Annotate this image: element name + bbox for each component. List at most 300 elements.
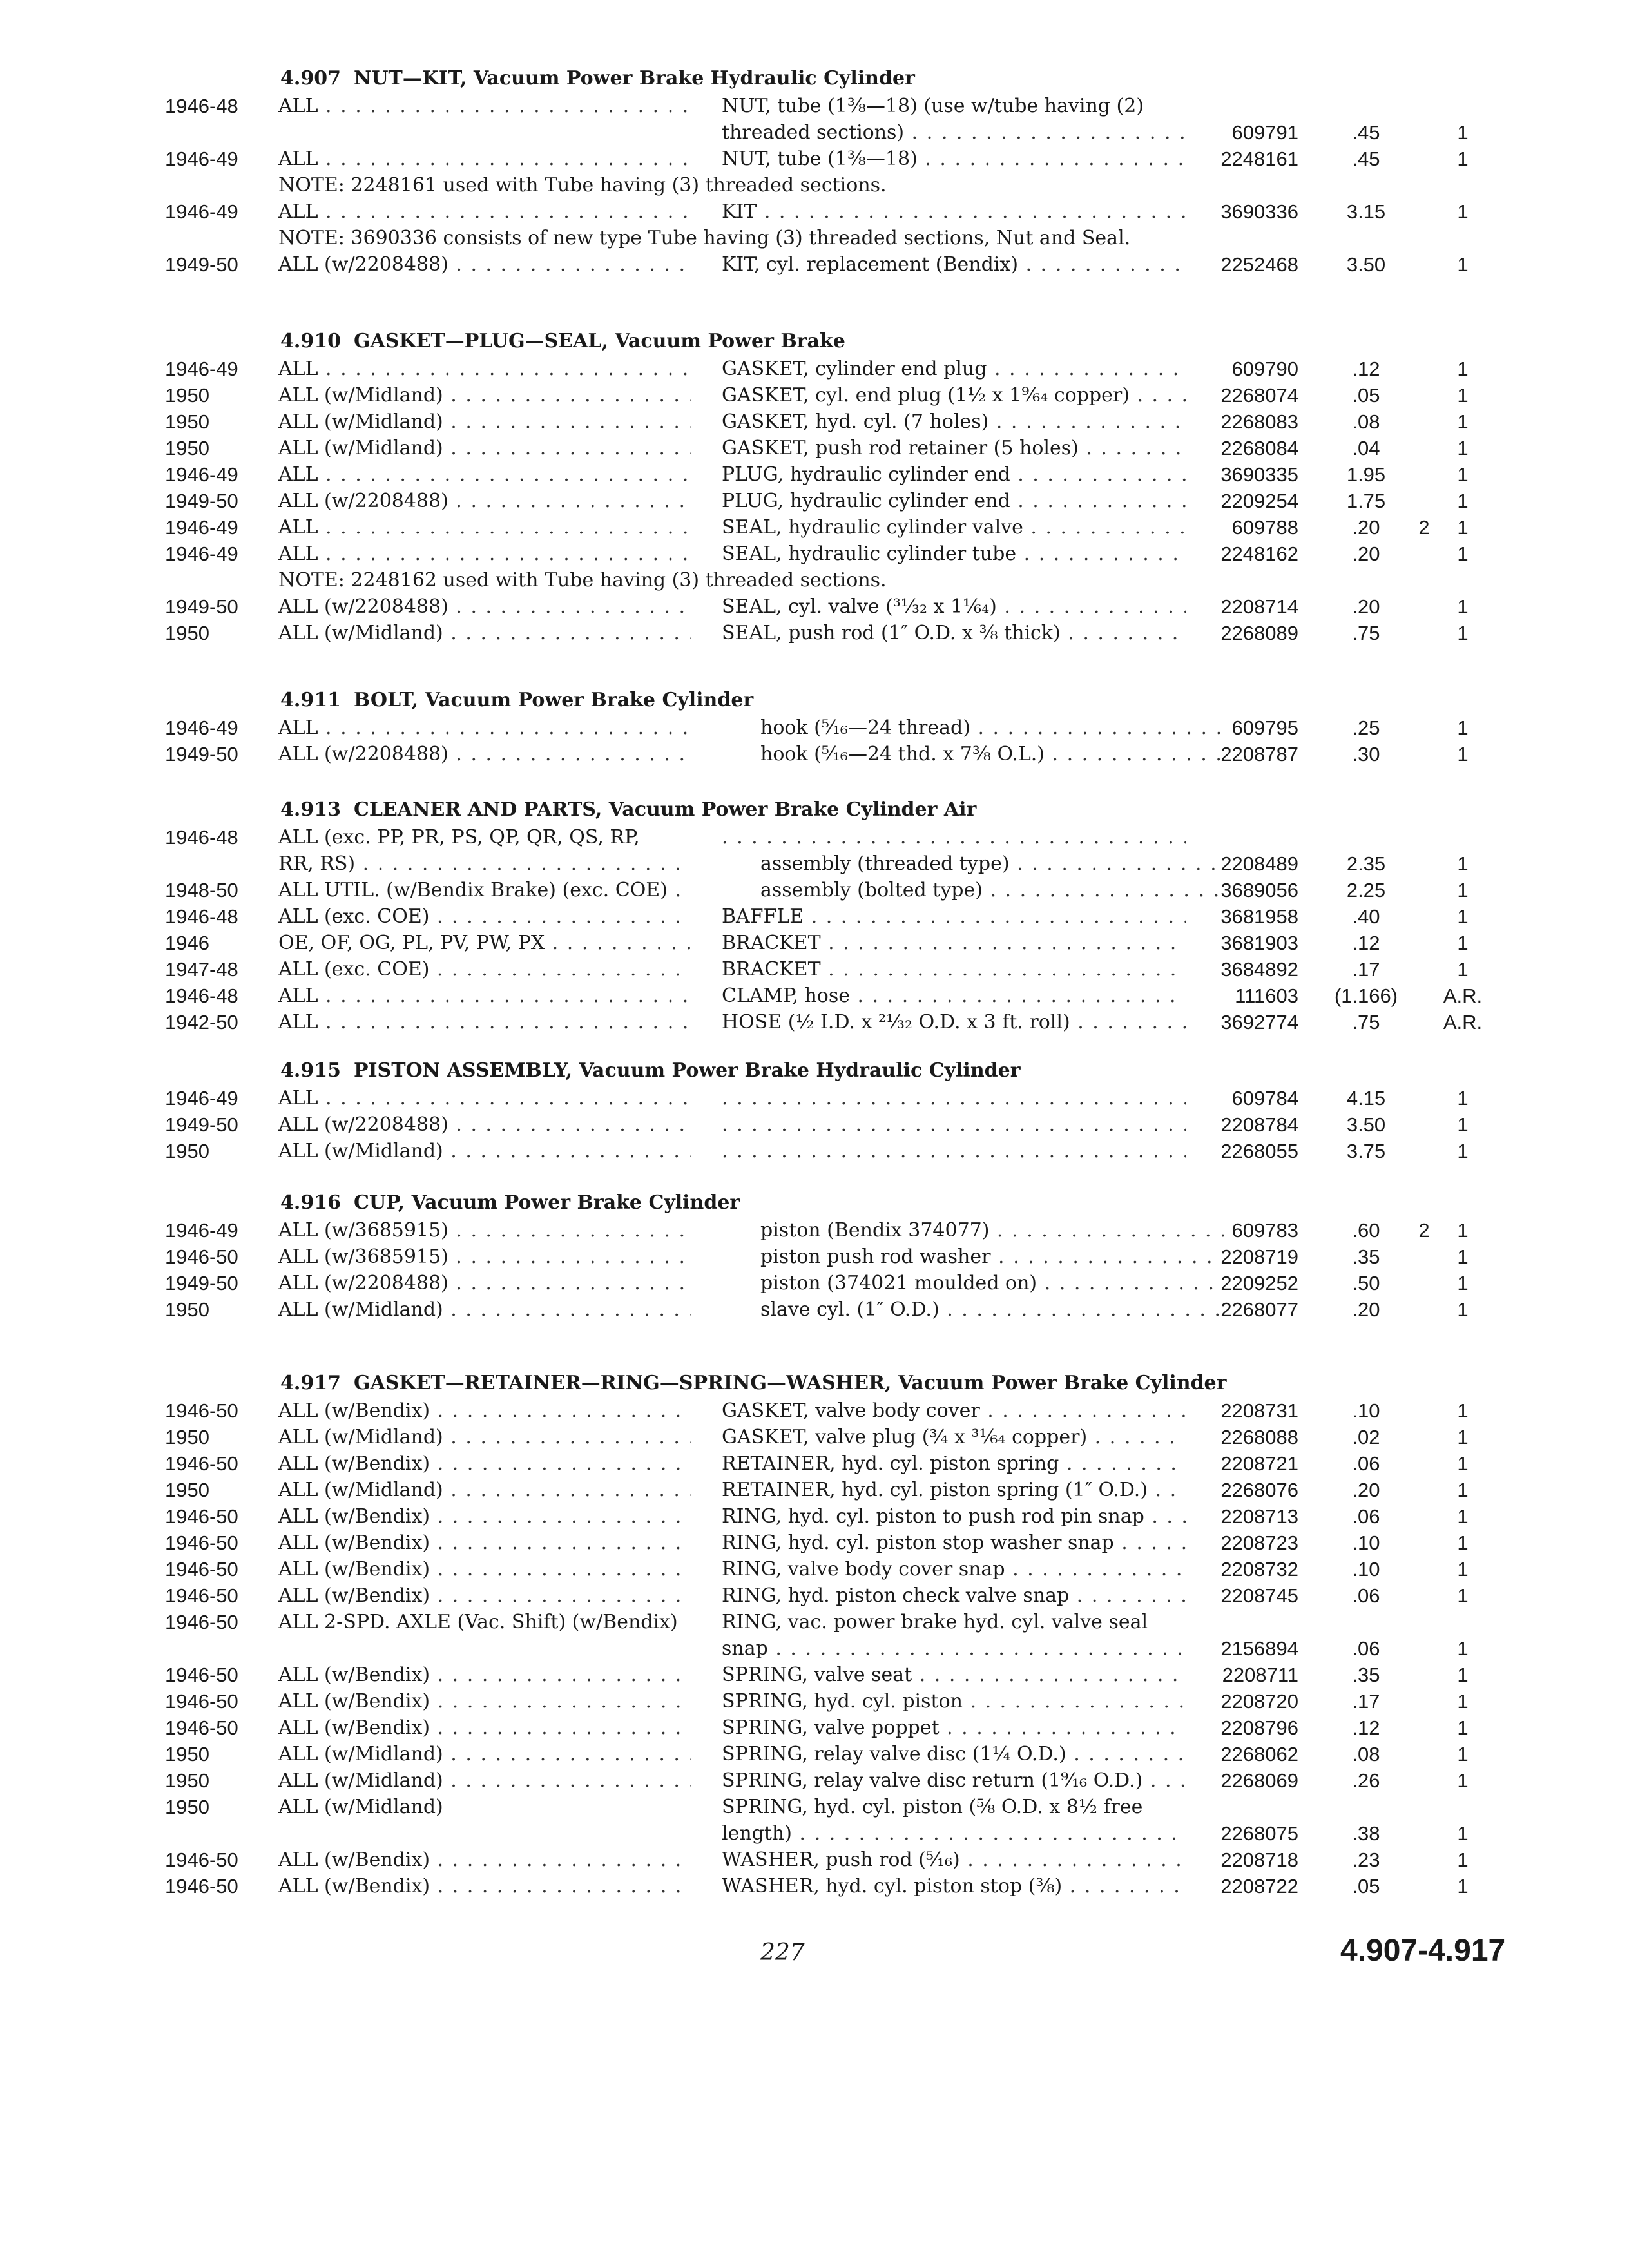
model-years: 1946-50 xyxy=(165,1690,238,1713)
part-number: 2208489 xyxy=(1220,852,1298,875)
part-description: RETAINER, hyd. cyl. piston spring . . . xyxy=(722,1450,1186,1477)
part-number: 2208711 xyxy=(1222,1664,1298,1686)
quantity: 1 xyxy=(1457,1452,1469,1475)
parts-row xyxy=(0,1556,1629,1582)
model-years: 1946-49 xyxy=(165,716,238,739)
part-description: SPRING, valve poppet . . . xyxy=(722,1715,1186,1741)
model-years: 1946 xyxy=(165,932,209,954)
price: .02 xyxy=(1352,1426,1380,1448)
price: .08 xyxy=(1352,410,1380,433)
price: .17 xyxy=(1352,1690,1380,1713)
models: ALL (w/Midland) xyxy=(278,1796,443,1818)
price: 4.15 xyxy=(1346,1087,1386,1110)
part-number: 2248161 xyxy=(1220,148,1298,170)
part-number: 2156894 xyxy=(1220,1637,1298,1660)
model-years: 1946-49 xyxy=(165,148,238,170)
models: ALL . . . xyxy=(278,1085,691,1111)
parts-row xyxy=(0,119,1629,146)
models: ALL (w/Midland) . . . xyxy=(278,620,691,646)
models: OE, OF, OG, PL, PV, PW, PX . . . xyxy=(278,930,691,956)
code: 2 xyxy=(1418,516,1430,539)
parts-row xyxy=(0,435,1629,461)
part-number: 2208784 xyxy=(1220,1113,1298,1136)
part-description: slave cyl. (1″ O.D.) . . . xyxy=(760,1296,1224,1323)
model-years: 1947-48 xyxy=(165,958,238,981)
part-description: SPRING, relay valve disc return (1⁹⁄₁₆ O.D.) . . . xyxy=(722,1767,1186,1794)
part-number: 2208713 xyxy=(1220,1505,1298,1528)
quantity: 1 xyxy=(1457,852,1469,875)
part-number: 3690335 xyxy=(1220,463,1298,486)
part-number: 3684892 xyxy=(1220,958,1298,981)
parts-row xyxy=(0,198,1629,225)
models: ALL . . . xyxy=(278,93,691,119)
models: ALL . . . xyxy=(278,715,691,741)
model-years: 1950 xyxy=(165,384,209,407)
quantity: 1 xyxy=(1457,1875,1469,1898)
part-description: length) . . . xyxy=(722,1820,1186,1847)
models: ALL (w/3685915) . . . xyxy=(278,1244,691,1270)
part-number: 2209252 xyxy=(1220,1272,1298,1294)
part-number: 2268084 xyxy=(1220,437,1298,459)
models: ALL (w/Bendix) . . . xyxy=(278,1688,691,1715)
parts-row xyxy=(0,1244,1629,1270)
model-years: 1949-50 xyxy=(165,743,238,765)
price: .06 xyxy=(1352,1584,1380,1607)
part-description: NUT, tube (1³⁄₈—18) (use w/tube having (2) xyxy=(722,95,1144,117)
models: ALL (w/Bendix) . . . xyxy=(278,1556,691,1582)
model-years: 1946-50 xyxy=(165,1245,238,1268)
models: ALL (w/2208488) . . . xyxy=(278,251,691,278)
part-description: GASKET, cylinder end plug . . . xyxy=(722,356,1186,382)
quantity: 1 xyxy=(1457,1716,1469,1739)
parts-row xyxy=(0,1794,1629,1820)
parts-row xyxy=(0,1688,1629,1715)
part-number: 2208714 xyxy=(1220,595,1298,618)
quantity: 1 xyxy=(1457,932,1469,954)
part-number: 2248162 xyxy=(1220,543,1298,565)
models: ALL . . . xyxy=(278,541,691,567)
quantity: 1 xyxy=(1457,1272,1469,1294)
parts-row xyxy=(0,903,1629,930)
part-number: 2268088 xyxy=(1220,1426,1298,1448)
models: ALL (w/Bendix) . . . xyxy=(278,1450,691,1477)
quantity: 1 xyxy=(1457,1113,1469,1136)
part-description: GASKET, valve plug (¾ x ³¹⁄₆₄ copper) . . . xyxy=(722,1424,1186,1450)
parts-row xyxy=(0,983,1629,1009)
quantity: 1 xyxy=(1457,253,1469,276)
model-years: 1946-49 xyxy=(165,200,238,223)
models: ALL (w/Bendix) . . . xyxy=(278,1582,691,1609)
part-number: 2208732 xyxy=(1220,1558,1298,1581)
part-number: 2268062 xyxy=(1220,1743,1298,1765)
part-number: 2252468 xyxy=(1220,253,1298,276)
model-years: 1950 xyxy=(165,437,209,459)
model-years: 1946-49 xyxy=(165,543,238,565)
price: 2.25 xyxy=(1346,879,1386,901)
part-description: HOSE (½ I.D. x ²¹⁄₃₂ O.D. x 3 ft. roll) . . . xyxy=(722,1009,1186,1035)
price: .04 xyxy=(1352,437,1380,459)
part-description: SPRING, hyd. cyl. piston . . . xyxy=(722,1688,1186,1715)
model-years: 1949-50 xyxy=(165,1272,238,1294)
model-years: 1950 xyxy=(165,1298,209,1321)
section-title: CLEANER AND PARTS, Vacuum Power Brake Cylinder Air xyxy=(353,798,977,821)
models: ALL (exc. PP, PR, PS, QP, QR, QS, RP, xyxy=(278,826,640,849)
section-number: 4.915 xyxy=(280,1059,341,1082)
quantity: 1 xyxy=(1457,1399,1469,1422)
parts-row xyxy=(0,1477,1629,1503)
parts-row xyxy=(0,1873,1629,1899)
price: .10 xyxy=(1352,1558,1380,1581)
price: .08 xyxy=(1352,1743,1380,1765)
quantity: 1 xyxy=(1457,437,1469,459)
price: .05 xyxy=(1352,384,1380,407)
quantity: 1 xyxy=(1457,1426,1469,1448)
price: .75 xyxy=(1352,1011,1380,1033)
parts-row xyxy=(0,1009,1629,1035)
price: .10 xyxy=(1352,1399,1380,1422)
section-heading xyxy=(280,1369,1226,1398)
parts-row xyxy=(0,93,1629,119)
quantity: 1 xyxy=(1457,595,1469,618)
part-number: 609783 xyxy=(1231,1219,1298,1242)
section-number: 4.917 xyxy=(280,1372,341,1394)
parts-row xyxy=(0,356,1629,382)
part-number: 2208723 xyxy=(1220,1532,1298,1554)
model-years: 1946-49 xyxy=(165,463,238,486)
quantity: 1 xyxy=(1457,516,1469,539)
part-number: 3690336 xyxy=(1220,200,1298,223)
models: ALL (w/2208488) . . . xyxy=(278,741,691,767)
part-number: 2208721 xyxy=(1220,1452,1298,1475)
quantity: 1 xyxy=(1457,905,1469,928)
price: 3.50 xyxy=(1346,1113,1386,1136)
price: .23 xyxy=(1352,1849,1380,1871)
price: .35 xyxy=(1352,1664,1380,1686)
part-number: 2268077 xyxy=(1220,1298,1298,1321)
part-number: 3692774 xyxy=(1220,1011,1298,1033)
parts-row xyxy=(0,1424,1629,1450)
model-years: 1946-50 xyxy=(165,1611,238,1633)
part-description: BAFFLE . . . xyxy=(722,903,1186,930)
part-number: 3689056 xyxy=(1220,879,1298,901)
quantity: 1 xyxy=(1457,879,1469,901)
section-heading xyxy=(280,1057,1021,1085)
section-heading xyxy=(280,64,915,93)
section-title: GASKET—PLUG—SEAL, Vacuum Power Brake xyxy=(353,330,845,352)
model-years: 1946-48 xyxy=(165,826,238,849)
parts-row xyxy=(0,1662,1629,1688)
models: ALL (w/Bendix) . . . xyxy=(278,1503,691,1530)
part-description: RING, hyd. piston check valve snap . . . xyxy=(722,1582,1186,1609)
model-years: 1950 xyxy=(165,1479,209,1501)
price: .12 xyxy=(1352,358,1380,380)
quantity: 1 xyxy=(1457,148,1469,170)
quantity: 1 xyxy=(1457,1479,1469,1501)
part-number: 609790 xyxy=(1231,358,1298,380)
model-years: 1946-50 xyxy=(165,1875,238,1898)
section-number: 4.913 xyxy=(280,798,341,821)
model-years: 1949-50 xyxy=(165,253,238,276)
part-number: 3681903 xyxy=(1220,932,1298,954)
parts-row xyxy=(0,593,1629,620)
model-years: 1950 xyxy=(165,622,209,644)
model-years: 1949-50 xyxy=(165,490,238,512)
price: .45 xyxy=(1352,121,1380,144)
part-description: piston push rod washer . . . xyxy=(760,1244,1224,1270)
models: ALL (w/Midland) . . . xyxy=(278,382,691,408)
part-number: 2208722 xyxy=(1220,1875,1298,1898)
parts-row xyxy=(0,877,1629,903)
price: 3.50 xyxy=(1346,253,1386,276)
quantity: 1 xyxy=(1457,121,1469,144)
part-number: 609791 xyxy=(1231,121,1298,144)
parts-row xyxy=(0,1741,1629,1767)
quantity: 1 xyxy=(1457,1505,1469,1528)
parts-row xyxy=(0,930,1629,956)
quantity: 1 xyxy=(1457,1219,1469,1242)
code: 2 xyxy=(1418,1219,1430,1242)
quantity: 1 xyxy=(1457,1087,1469,1110)
quantity: A.R. xyxy=(1443,1011,1483,1033)
parts-row xyxy=(0,1398,1629,1424)
parts-row xyxy=(0,741,1629,767)
price: .20 xyxy=(1352,516,1380,539)
quantity: 1 xyxy=(1457,490,1469,512)
model-years: 1946-50 xyxy=(165,1505,238,1528)
models: ALL (w/Midland) . . . xyxy=(278,1424,691,1450)
price: .12 xyxy=(1352,932,1380,954)
part-number: 2208718 xyxy=(1220,1849,1298,1871)
price: .12 xyxy=(1352,1716,1380,1739)
section-title: NUT—KIT, Vacuum Power Brake Hydraulic Cylinder xyxy=(353,67,915,90)
part-description: SEAL, hydraulic cylinder tube . . . xyxy=(722,541,1186,567)
models: ALL . . . xyxy=(278,461,691,488)
part-description: SPRING, relay valve disc (1¼ O.D.) . . . xyxy=(722,1741,1186,1767)
section-number: 4.916 xyxy=(280,1191,341,1214)
quantity: 1 xyxy=(1457,1664,1469,1686)
price: .26 xyxy=(1352,1769,1380,1792)
model-years: 1946-50 xyxy=(165,1399,238,1422)
models: ALL . . . xyxy=(278,198,691,225)
section-title: CUP, Vacuum Power Brake Cylinder xyxy=(353,1191,740,1214)
price: .20 xyxy=(1352,1298,1380,1321)
part-description xyxy=(722,1111,1186,1138)
model-years: 1942-50 xyxy=(165,1011,238,1033)
parts-row xyxy=(0,1111,1629,1138)
price: .06 xyxy=(1352,1452,1380,1475)
quantity: 1 xyxy=(1457,958,1469,981)
part-description xyxy=(722,1138,1186,1164)
models: ALL (w/Midland) . . . xyxy=(278,1741,691,1767)
part-number: 2208787 xyxy=(1220,743,1298,765)
price: 1.95 xyxy=(1346,463,1386,486)
parts-row xyxy=(0,956,1629,983)
quantity: 1 xyxy=(1457,1245,1469,1268)
price: .20 xyxy=(1352,595,1380,618)
price: .05 xyxy=(1352,1875,1380,1898)
price: .10 xyxy=(1352,1532,1380,1554)
part-number: 609784 xyxy=(1231,1087,1298,1110)
parts-row xyxy=(0,1767,1629,1794)
models: ALL (w/2208488) . . . xyxy=(278,1111,691,1138)
model-years: 1946-50 xyxy=(165,1532,238,1554)
quantity: 1 xyxy=(1457,1769,1469,1792)
quantity: 1 xyxy=(1457,1140,1469,1162)
price: 3.15 xyxy=(1346,200,1386,223)
section-title: GASKET—RETAINER—RING—SPRING—WASHER, Vacuum Power Brake Cylinder xyxy=(353,1372,1227,1394)
part-description: RING, vac. power brake hyd. cyl. valve seal xyxy=(722,1611,1148,1633)
models: ALL . . . xyxy=(278,514,691,541)
quantity: 1 xyxy=(1457,1532,1469,1554)
section-number: 4.907 xyxy=(280,67,341,90)
part-number: 2268083 xyxy=(1220,410,1298,433)
section-number: 4.911 xyxy=(280,689,341,711)
part-description: assembly (bolted type) . . . xyxy=(760,877,1224,903)
parts-row xyxy=(0,1609,1629,1635)
quantity: 1 xyxy=(1457,1637,1469,1660)
section-heading xyxy=(280,1189,740,1217)
part-number: 2268075 xyxy=(1220,1822,1298,1845)
part-description: WASHER, hyd. cyl. piston stop (⅜) . . . xyxy=(722,1873,1186,1899)
part-description: BRACKET . . . xyxy=(722,930,1186,956)
parts-row xyxy=(0,1820,1629,1847)
part-description: piston (374021 moulded on) . . . xyxy=(760,1270,1224,1296)
parts-row xyxy=(0,1270,1629,1296)
models: ALL (exc. COE) . . . xyxy=(278,903,691,930)
part-description: RING, valve body cover snap . . . xyxy=(722,1556,1186,1582)
model-years: 1946-50 xyxy=(165,1584,238,1607)
parts-row xyxy=(0,1296,1629,1323)
model-years: 1946-50 xyxy=(165,1664,238,1686)
models: ALL (w/Bendix) . . . xyxy=(278,1715,691,1741)
quantity: 1 xyxy=(1457,1743,1469,1765)
price: 3.75 xyxy=(1346,1140,1386,1162)
part-description: SPRING, valve seat . . . xyxy=(722,1662,1186,1688)
part-description: PLUG, hydraulic cylinder end . . . xyxy=(722,461,1186,488)
section-title: BOLT, Vacuum Power Brake Cylinder xyxy=(353,689,754,711)
models: RR, RS) . . . xyxy=(278,850,691,877)
model-years: 1949-50 xyxy=(165,595,238,618)
models: ALL . . . xyxy=(278,356,691,382)
part-number: 2268074 xyxy=(1220,384,1298,407)
part-description: assembly (threaded type) . . . xyxy=(760,850,1224,877)
parts-row xyxy=(0,1217,1629,1244)
quantity: 1 xyxy=(1457,200,1469,223)
parts-row xyxy=(0,824,1629,850)
part-description: GASKET, cyl. end plug (1½ x 1⁹⁄₆₄ copper) . . . xyxy=(722,382,1186,408)
model-years: 1949-50 xyxy=(165,1113,238,1136)
part-description: GASKET, push rod retainer (5 holes) . . . xyxy=(722,435,1186,461)
price: .25 xyxy=(1352,716,1380,739)
quantity: 1 xyxy=(1457,1822,1469,1845)
part-number: 2268055 xyxy=(1220,1140,1298,1162)
section-title: PISTON ASSEMBLY, Vacuum Power Brake Hydraulic Cylinder xyxy=(353,1059,1021,1082)
price: .40 xyxy=(1352,905,1380,928)
models: ALL UTIL. (w/Bendix Brake) (exc. COE) . . . xyxy=(278,877,691,903)
price: .75 xyxy=(1352,622,1380,644)
model-years: 1946-48 xyxy=(165,905,238,928)
models: ALL (w/2208488) . . . xyxy=(278,593,691,620)
part-description: KIT, cyl. replacement (Bendix) . . . xyxy=(722,251,1186,278)
part-description: SEAL, push rod (1″ O.D. x ⅜ thick) . . . xyxy=(722,620,1186,646)
models: ALL (w/Bendix) . . . xyxy=(278,1662,691,1688)
parts-row xyxy=(0,541,1629,567)
note: NOTE: 2248162 used with Tube having (3) threaded sections. xyxy=(278,569,887,591)
parts-row xyxy=(0,488,1629,514)
models: ALL (w/Bendix) . . . xyxy=(278,1530,691,1556)
part-number: 609788 xyxy=(1231,516,1298,539)
note: NOTE: 2248161 used with Tube having (3) threaded sections. xyxy=(278,174,887,197)
parts-row xyxy=(0,1847,1629,1873)
section-heading xyxy=(280,686,753,715)
model-years: 1946-49 xyxy=(165,1087,238,1110)
parts-row xyxy=(0,408,1629,435)
models: ALL (w/Midland) . . . xyxy=(278,408,691,435)
price: .38 xyxy=(1352,1822,1380,1845)
models: ALL (w/Midland) . . . xyxy=(278,435,691,461)
quantity: 1 xyxy=(1457,743,1469,765)
model-years: 1946-50 xyxy=(165,1452,238,1475)
quantity: 1 xyxy=(1457,384,1469,407)
section-heading xyxy=(280,327,845,356)
model-years: 1946-48 xyxy=(165,95,238,117)
part-description: threaded sections) . . . xyxy=(722,119,1186,146)
quantity: 1 xyxy=(1457,716,1469,739)
parts-row xyxy=(0,1085,1629,1111)
price: .50 xyxy=(1352,1272,1380,1294)
parts-row xyxy=(0,1635,1629,1662)
quantity: 1 xyxy=(1457,1298,1469,1321)
price: .35 xyxy=(1352,1245,1380,1268)
parts-row xyxy=(0,1138,1629,1164)
quantity: 1 xyxy=(1457,358,1469,380)
part-description: CLAMP, hose . . . xyxy=(722,983,1186,1009)
model-years: 1950 xyxy=(165,1743,209,1765)
part-number: 3681958 xyxy=(1220,905,1298,928)
parts-row xyxy=(0,514,1629,541)
models: ALL (exc. COE) . . . xyxy=(278,956,691,983)
part-number: 2268076 xyxy=(1220,1479,1298,1501)
part-description: RING, hyd. cyl. piston to push rod pin snap . . . xyxy=(722,1503,1186,1530)
price: .20 xyxy=(1352,1479,1380,1501)
parts-row xyxy=(0,382,1629,408)
part-number: 2208731 xyxy=(1220,1399,1298,1422)
price: 1.75 xyxy=(1346,490,1386,512)
models: ALL . . . xyxy=(278,983,691,1009)
part-description: hook (⁵⁄₁₆—24 thd. x 7⅜ O.L.) . . . xyxy=(760,741,1224,767)
part-description: NUT, tube (1³⁄₈—18) . . . xyxy=(722,146,1186,172)
parts-row xyxy=(0,1503,1629,1530)
quantity: 1 xyxy=(1457,1558,1469,1581)
quantity: 1 xyxy=(1457,622,1469,644)
section-heading xyxy=(280,796,976,824)
page-number: 227 xyxy=(760,1939,805,1966)
price: .06 xyxy=(1352,1505,1380,1528)
part-description xyxy=(722,824,1186,850)
parts-row xyxy=(0,461,1629,488)
models: ALL (w/Midland) . . . xyxy=(278,1767,691,1794)
note: NOTE: 3690336 consists of new type Tube having (3) threaded sections, Nut and Seal. xyxy=(278,227,1131,249)
quantity: 1 xyxy=(1457,1584,1469,1607)
parts-row xyxy=(0,1715,1629,1741)
price: .60 xyxy=(1352,1219,1380,1242)
part-description: RETAINER, hyd. cyl. piston spring (1″ O.D.) . . . xyxy=(722,1477,1186,1503)
quantity: 1 xyxy=(1457,1690,1469,1713)
section-number: 4.910 xyxy=(280,330,341,352)
quantity: A.R. xyxy=(1443,985,1483,1007)
parts-row xyxy=(0,251,1629,278)
models: ALL (w/Bendix) . . . xyxy=(278,1398,691,1424)
